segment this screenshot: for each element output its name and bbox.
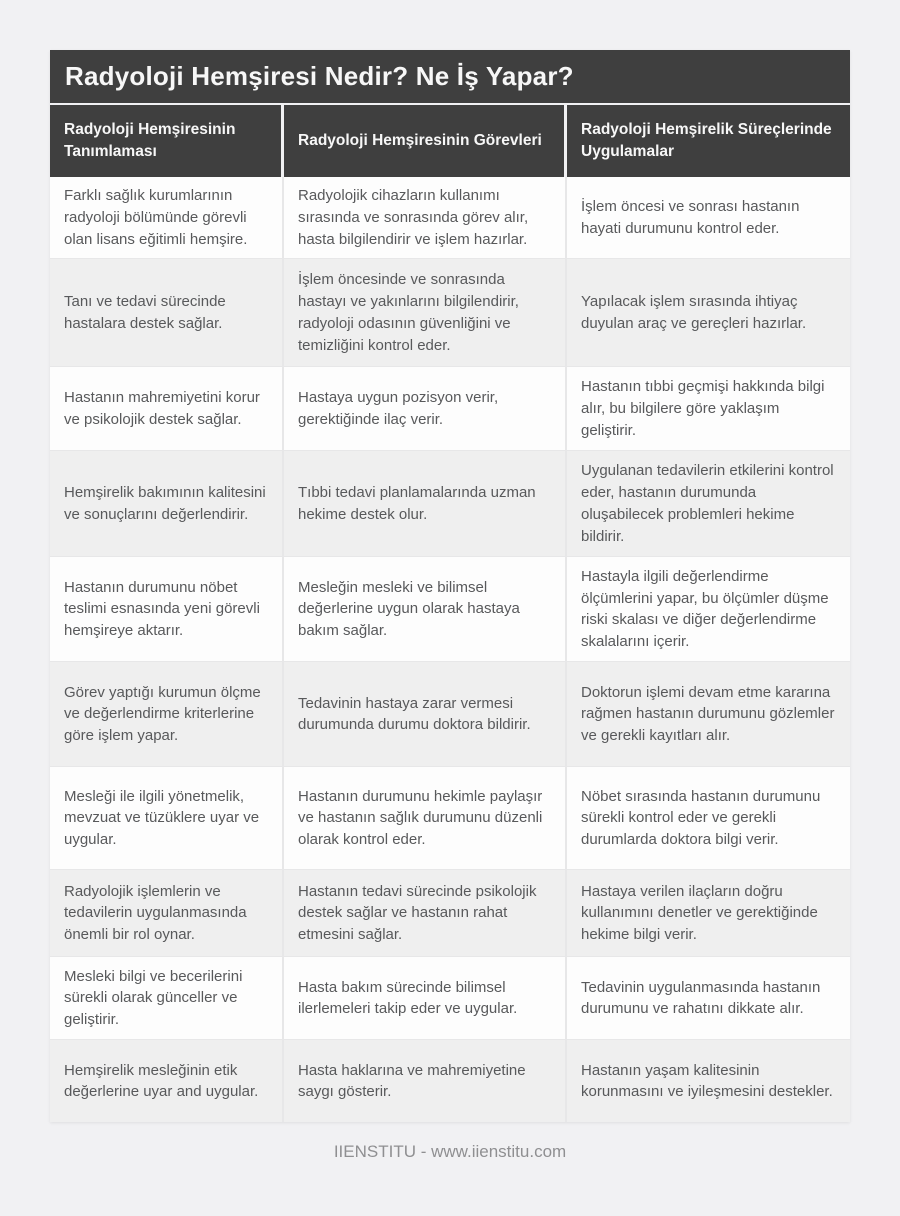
table-cell: Yapılacak işlem sırasında ihtiyaç duyulan araç ve gereçleri hazırlar. <box>567 259 850 367</box>
table-row <box>50 957 850 1040</box>
footer-text: IIENSTITU - www.iienstitu.com <box>333 1142 567 1161</box>
table-cell: Mesleği ile ilgili yönetmelik, mevzuat ve tüzüklere uyar ve uygular. <box>50 767 284 870</box>
table-row <box>50 557 850 662</box>
table-row <box>50 367 850 451</box>
table-row <box>50 259 850 367</box>
column-header-tanimlamasi: Radyoloji Hemşiresinin Tanımlaması <box>50 105 284 177</box>
table-row <box>50 451 850 557</box>
table-cell: Hemşirelik mesleğinin etik değerlerine uyar and uygular. <box>50 1040 284 1122</box>
page-title: Radyoloji Hemşiresi Nedir? Ne İş Yapar? <box>50 50 850 105</box>
table-header-row <box>50 105 850 177</box>
table-row <box>50 1040 850 1122</box>
table-cell: Tedavinin hastaya zarar vermesi durumunda durumu doktora bildirir. <box>284 662 567 767</box>
table-cell: Mesleki bilgi ve becerilerini sürekli olarak günceller ve geliştirir. <box>50 957 284 1040</box>
table-cell: Hemşirelik bakımının kalitesini ve sonuçlarını değerlendirir. <box>50 451 284 557</box>
table-row <box>50 767 850 870</box>
table-cell: Farklı sağlık kurumlarının radyoloji bölümünde görevli olan lisans eğitimli hemşire. <box>50 177 284 259</box>
table-cell: Hastanın durumunu hekimle paylaşır ve hastanın sağlık durumunu düzenli olarak kontrol eder. <box>284 767 567 870</box>
table-cell: Tedavinin uygulanmasında hastanın durumunu ve rahatını dikkate alır. <box>567 957 850 1040</box>
table-cell: Nöbet sırasında hastanın durumunu sürekli kontrol eder ve gerekli durumlarda doktora bilgi verir. <box>567 767 850 870</box>
table-cell: İşlem öncesinde ve sonrasında hastayı ve yakınlarını bilgilendirir, radyoloji odasının güvenliğini ve temizliğini kontrol eder. <box>284 259 567 367</box>
table-cell: Hastayla ilgili değerlendirme ölçümlerini yapar, bu ölçümler düşme riski skalası ve diğer değerlendirme skalalarını içerir. <box>567 557 850 662</box>
table-cell: Mesleğin mesleki ve bilimsel değerlerine uygun olarak hastaya bakım sağlar. <box>284 557 567 662</box>
table-cell: Tanı ve tedavi sürecinde hastalara destek sağlar. <box>50 259 284 367</box>
table-cell: Hastaya verilen ilaçların doğru kullanımını denetler ve gerektiğinde hekime bilgi verir. <box>567 870 850 957</box>
table-cell: Hastanın tedavi sürecinde psikolojik destek sağlar ve hastanın rahat etmesini sağlar. <box>284 870 567 957</box>
column-header-gorevleri: Radyoloji Hemşiresinin Görevleri <box>284 105 567 177</box>
table-cell: Hastaya uygun pozisyon verir, gerektiğinde ilaç verir. <box>284 367 567 451</box>
info-table-card <box>50 50 850 1122</box>
table-cell: İşlem öncesi ve sonrası hastanın hayati durumunu kontrol eder. <box>567 177 850 259</box>
table-cell: Uygulanan tedavilerin etkilerini kontrol eder, hastanın durumunda oluşabilecek problemleri hekime bildirir. <box>567 451 850 557</box>
table-cell: Hasta bakım sürecinde bilimsel ilerlemeleri takip eder ve uygular. <box>284 957 567 1040</box>
table-cell: Radyolojik cihazların kullanımı sırasında ve sonrasında görev alır, hasta bilgilendirir ve işlem hazırlar. <box>284 177 567 259</box>
table-cell: Tıbbi tedavi planlamalarında uzman hekime destek olur. <box>284 451 567 557</box>
table-row <box>50 870 850 957</box>
table-row <box>50 177 850 259</box>
table-cell: Hastanın mahremiyetini korur ve psikolojik destek sağlar. <box>50 367 284 451</box>
table-cell: Hastanın durumunu nöbet teslimi esnasında yeni görevli hemşireye aktarır. <box>50 557 284 662</box>
column-header-uygulamalar: Radyoloji Hemşirelik Süreçlerinde Uygulamalar <box>581 121 832 160</box>
table-cell: Doktorun işlemi devam etme kararına rağmen hastanın durumunu gözlemler ve gerekli kayıtları alır. <box>567 662 850 767</box>
table-body <box>50 177 850 1122</box>
table-cell: Radyolojik işlemlerin ve tedavilerin uygulanmasında önemli bir rol oynar. <box>50 870 284 957</box>
table-cell: Hastanın tıbbi geçmişi hakkında bilgi alır, bu bilgilere göre yaklaşım geliştirir. <box>567 367 850 451</box>
table-cell: Hastanın yaşam kalitesinin korunmasını ve iyileşmesini destekler. <box>581 1061 833 1101</box>
table-row <box>50 662 850 767</box>
table-cell: Hasta haklarına ve mahremiyetine saygı gösterir. <box>284 1040 567 1122</box>
table-cell: Görev yaptığı kurumun ölçme ve değerlendirme kriterlerine göre işlem yapar. <box>50 662 284 767</box>
